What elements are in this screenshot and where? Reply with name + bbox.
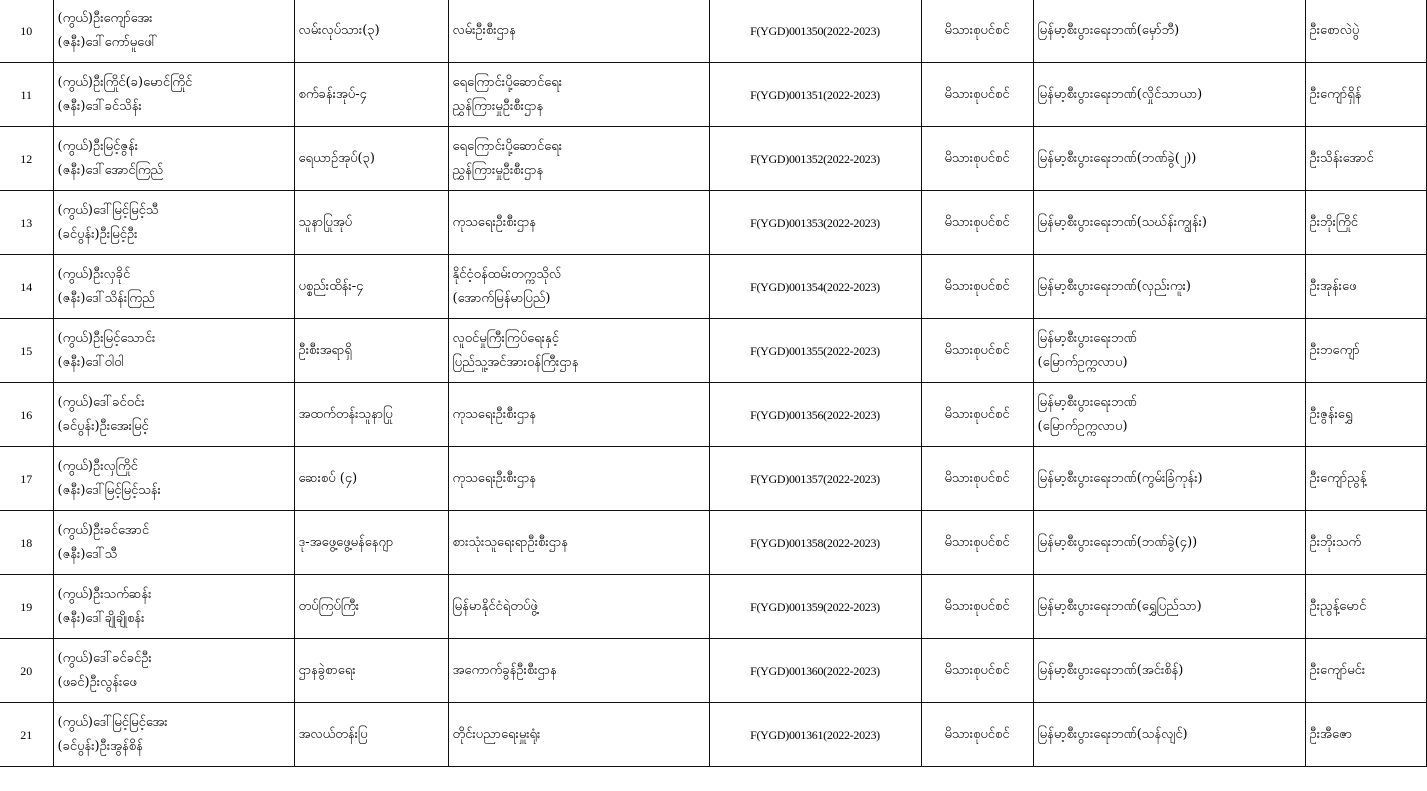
- department-cell: [448, 63, 709, 127]
- bank-branch-cell: [1033, 63, 1305, 127]
- department-line: လူဝင်မှုကြီးကြပ်ရေးနှင့်: [452, 330, 559, 346]
- pensioner-names-cell: [53, 63, 294, 127]
- officer-cell: ဦးညွန့်မောင်: [1305, 575, 1426, 639]
- pension-type-cell: မိသားစုပင်စင်: [921, 639, 1033, 703]
- file-number-cell: F(YGD)001353(2022-2023): [709, 191, 921, 255]
- table-row: [0, 0, 1426, 63]
- rank-cell: [294, 63, 448, 127]
- pension-type-cell: မိသားစုပင်စင်: [921, 63, 1033, 127]
- bank-branch-cell: [1033, 319, 1305, 383]
- rank-line: ဌာနခွဲစာရေး: [298, 662, 356, 678]
- table-row: [0, 127, 1426, 191]
- pensioner-names-line: (ဇနီး)ဒေါ်သိန်းကြည်: [57, 290, 155, 306]
- bank-branch-cell: [1033, 639, 1305, 703]
- bank-branch-cell: [1033, 703, 1305, 767]
- rank-cell: [294, 511, 448, 575]
- table-row: [0, 703, 1426, 767]
- file-number-cell: F(YGD)001358(2022-2023): [709, 511, 921, 575]
- pensioner-names-line: (ကွယ်)ဒေါ်မြင့်မြင့်သီ: [57, 202, 159, 218]
- row-number-cell: 12: [0, 127, 53, 191]
- bank-branch-line: မြန်မာ့စီးပွားရေးဘဏ်(ဘဏ်ခွဲ(၂)): [1037, 150, 1197, 166]
- bank-branch-cell: [1033, 255, 1305, 319]
- rank-line: ရေယာဉ်အုပ်(၃): [298, 150, 376, 166]
- table-row: [0, 639, 1426, 703]
- department-line: ကုသရေးဦးစီးဌာန: [452, 470, 537, 486]
- department-line: နိုင်ငံ့ဝန်ထမ်းတက္ကသိုလ်: [452, 266, 562, 282]
- pension-type-cell: မိသားစုပင်စင်: [921, 703, 1033, 767]
- file-number-cell: F(YGD)001357(2022-2023): [709, 447, 921, 511]
- bank-branch-cell: [1033, 0, 1305, 63]
- bank-branch-line: မြန်မာ့စီးပွားရေးဘဏ်(အင်းစိန်): [1037, 662, 1184, 678]
- pensioner-names-line: (ကွယ်)ဒေါ်မြင့်မြင့်အေး: [57, 714, 168, 730]
- bank-branch-line: မြန်မာ့စီးပွားရေးဘဏ်: [1037, 394, 1137, 410]
- pensioner-names-line: (ကွယ်)ဦးကျော်အေး: [57, 10, 153, 26]
- rank-line: အလယ်တန်းပြ: [298, 726, 368, 742]
- officer-cell: ဦးစောလဲပွဲ: [1305, 0, 1426, 63]
- rank-line: လမ်းလုပ်သား(၃): [298, 22, 380, 38]
- pensioner-names-line: (ကွယ်)ဦးကြိုင်(ခ)မောင်ကြိုင်: [57, 74, 193, 90]
- file-number-cell: F(YGD)001351(2022-2023): [709, 63, 921, 127]
- pensioner-names-cell: [53, 127, 294, 191]
- department-cell: [448, 127, 709, 191]
- table-row: [0, 255, 1426, 319]
- rank-cell: [294, 255, 448, 319]
- file-number-cell: F(YGD)001359(2022-2023): [709, 575, 921, 639]
- department-cell: [448, 703, 709, 767]
- row-number-cell: 14: [0, 255, 53, 319]
- row-number-cell: 21: [0, 703, 53, 767]
- department-cell: [448, 511, 709, 575]
- pensioner-names-line: (ဖခင်)ဦးလွန်းဖေ: [57, 674, 137, 690]
- pensioner-names-line: (ဇနီး)ဒေါ်မြင့်မြင့်သန်း: [57, 482, 161, 498]
- bank-branch-line: မြန်မာ့စီးပွားရေးဘဏ်(ရွှေပြည်သာ): [1037, 598, 1202, 614]
- department-cell: [448, 447, 709, 511]
- bank-branch-line: မြန်မာ့စီးပွားရေးဘဏ်(မှော်ဘီ): [1037, 22, 1180, 38]
- file-number-cell: F(YGD)001360(2022-2023): [709, 639, 921, 703]
- pensioner-names-line: (ခင်ပွန်း)ဦးအေးမြင့်: [57, 418, 149, 434]
- pension-type-cell: မိသားစုပင်စင်: [921, 511, 1033, 575]
- pensioner-names-cell: [53, 447, 294, 511]
- table-row: [0, 319, 1426, 383]
- row-number-cell: 17: [0, 447, 53, 511]
- rank-cell: [294, 0, 448, 63]
- bank-branch-line: မြန်မာ့စီးပွားရေးဘဏ်(သန်လျင်): [1037, 726, 1188, 742]
- department-line: စားသုံးသူရေးရာဦးစီးဌာန: [452, 534, 568, 550]
- department-line: မြန်မာနိုင်ငံရဲတပ်ဖွဲ့: [452, 598, 538, 614]
- row-number-cell: 18: [0, 511, 53, 575]
- pension-type-cell: မိသားစုပင်စင်: [921, 191, 1033, 255]
- pensioner-names-line: (ဇနီး)ဒေါ်သီ: [57, 546, 118, 562]
- bank-branch-line: မြန်မာ့စီးပွားရေးဘဏ်(လှိုင်သာယာ): [1037, 86, 1203, 102]
- table-row: [0, 63, 1426, 127]
- bank-branch-cell: [1033, 511, 1305, 575]
- file-number-cell: F(YGD)001361(2022-2023): [709, 703, 921, 767]
- bank-branch-cell: [1033, 383, 1305, 447]
- file-number-cell: F(YGD)001350(2022-2023): [709, 0, 921, 63]
- pensioner-names-line: (ကွယ်)ဒေါ်ခင်ဝင်း: [57, 394, 145, 410]
- pensioner-names-cell: [53, 575, 294, 639]
- department-cell: [448, 255, 709, 319]
- department-line: ကုသရေးဦးစီးဌာန: [452, 406, 537, 422]
- pensioner-names-line: (ဇနီး)ဒေါ်ခင်သိန်း: [57, 98, 142, 114]
- department-cell: [448, 191, 709, 255]
- row-number-cell: 11: [0, 63, 53, 127]
- file-number-cell: F(YGD)001354(2022-2023): [709, 255, 921, 319]
- rank-cell: [294, 703, 448, 767]
- file-number-cell: F(YGD)001356(2022-2023): [709, 383, 921, 447]
- department-line: ပြည်သူ့အင်အားဝန်ကြီးဌာန: [452, 354, 579, 370]
- pensioner-names-line: (ဇနီး)ဒေါ်ကော်မူဖေါ်: [57, 34, 158, 50]
- department-cell: [448, 575, 709, 639]
- officer-cell: ဦးဘိုးကြိုင်: [1305, 191, 1426, 255]
- department-line: ညွှန်ကြားမှုဦးစီးဌာန: [452, 98, 544, 114]
- rank-cell: [294, 575, 448, 639]
- rank-line: စက်ခန်းအုပ်-၄: [298, 86, 367, 102]
- table-row: [0, 191, 1426, 255]
- rank-cell: [294, 127, 448, 191]
- pensioner-names-cell: [53, 319, 294, 383]
- pensioner-names-line: (ကွယ်)ဒေါ်ခင်ခင်ဦး: [57, 650, 152, 666]
- rank-line: ဦးစီးအရာရှိ: [298, 342, 352, 358]
- rank-cell: [294, 383, 448, 447]
- officer-cell: ဦးဘကျော်: [1305, 319, 1426, 383]
- pensioner-names-line: (ခင်ပွန်း)ဦးမြင့်ဦး: [57, 226, 138, 242]
- bank-branch-line: မြန်မာ့စီးပွားရေးဘဏ်(ကွမ်းခြံကုန်း): [1037, 470, 1203, 486]
- pensioner-names-cell: [53, 255, 294, 319]
- pension-type-cell: မိသားစုပင်စင်: [921, 575, 1033, 639]
- pensioner-names-line: (ဇနီး)ဒေါ်ဝါဝါ: [57, 354, 124, 370]
- pensioner-names-line: (ကွယ်)ဦးလှခိုင်: [57, 266, 131, 282]
- bank-branch-line: မြန်မာ့စီးပွားရေးဘဏ်(ဘဏ်ခွဲ(၄)): [1037, 534, 1198, 550]
- bank-branch-cell: [1033, 127, 1305, 191]
- table-row: [0, 511, 1426, 575]
- table-row: [0, 447, 1426, 511]
- officer-cell: ဦးကျော်ရှိန်: [1305, 63, 1426, 127]
- table-row: [0, 383, 1426, 447]
- row-number-cell: 13: [0, 191, 53, 255]
- pensioner-names-line: (ဇနီး)ဒေါ်ချိုချိုစန်း: [57, 610, 145, 626]
- pension-type-cell: မိသားစုပင်စင်: [921, 255, 1033, 319]
- bank-branch-cell: [1033, 447, 1305, 511]
- officer-cell: ဦးကျော်ညွန့်: [1305, 447, 1426, 511]
- officer-cell: ဦးအီဇော: [1305, 703, 1426, 767]
- bank-branch-cell: [1033, 191, 1305, 255]
- officer-cell: ဦးဇွန်းရွှေ: [1305, 383, 1426, 447]
- pension-type-cell: မိသားစုပင်စင်: [921, 383, 1033, 447]
- pensioner-names-line: (ကွယ်)ဦးမြင့်ဇွန်း: [57, 138, 139, 154]
- rank-line: အထက်တန်းသူနာပြု: [298, 406, 393, 422]
- rank-line: ဆေးစပ် (၄): [298, 470, 358, 486]
- bank-branch-line: မြန်မာ့စီးပွားရေးဘဏ်: [1037, 330, 1137, 346]
- bank-branch-line: မြန်မာ့စီးပွားရေးဘဏ်(သဃ်န်းကျွန်း): [1037, 214, 1207, 230]
- rank-line: ဒု-အဖွေ့ဖွေ့မန်နေဂျာ: [298, 534, 394, 550]
- rank-line: တပ်ကြပ်ကြီး: [298, 598, 360, 614]
- rank-cell: [294, 191, 448, 255]
- pension-type-cell: မိသားစုပင်စင်: [921, 447, 1033, 511]
- department-line: အကောက်ခွန်ဦးစီးဌာန: [452, 662, 557, 678]
- row-number-cell: 16: [0, 383, 53, 447]
- rank-cell: [294, 447, 448, 511]
- rank-cell: [294, 319, 448, 383]
- pensioner-names-cell: [53, 639, 294, 703]
- pensioner-names-cell: [53, 0, 294, 63]
- pensioner-names-line: (ကွယ်)ဦးသက်ဆန်း: [57, 586, 152, 602]
- pensioner-names-line: (ကွယ်)ဦးလှကြိုင်: [57, 458, 138, 474]
- department-cell: [448, 383, 709, 447]
- officer-cell: ဦးကျော်မင်း: [1305, 639, 1426, 703]
- file-number-cell: F(YGD)001355(2022-2023): [709, 319, 921, 383]
- department-cell: [448, 639, 709, 703]
- row-number-cell: 19: [0, 575, 53, 639]
- department-cell: [448, 0, 709, 63]
- rank-line: သူနာပြုအုပ်: [298, 214, 353, 230]
- department-line: ရေကြောင်းပို့ဆောင်ရေး: [452, 138, 563, 154]
- bank-branch-cell: [1033, 575, 1305, 639]
- pension-type-cell: မိသားစုပင်စင်: [921, 0, 1033, 63]
- pensioner-names-cell: [53, 383, 294, 447]
- row-number-cell: 15: [0, 319, 53, 383]
- pensioner-names-line: (ကွယ်)ဦးမြင့်သောင်း: [57, 330, 156, 346]
- pensioner-names-cell: [53, 703, 294, 767]
- department-line: ကုသရေးဦးစီးဌာန: [452, 214, 537, 230]
- officer-cell: ဦးသိန်းအောင်: [1305, 127, 1426, 191]
- table-row: [0, 575, 1426, 639]
- file-number-cell: F(YGD)001352(2022-2023): [709, 127, 921, 191]
- department-cell: [448, 319, 709, 383]
- bank-branch-line: (မြောက်ဥက္ကလာပ): [1037, 418, 1128, 434]
- pensioner-names-line: (ခင်ပွန်း)ဦးအွန်စိန်: [57, 738, 143, 754]
- department-line: တိုင်းပညာရေးမှူးရုံး: [452, 726, 541, 742]
- pensioner-names-cell: [53, 511, 294, 575]
- bank-branch-line: (မြောက်ဥက္ကလာပ): [1037, 354, 1128, 370]
- rank-line: ပစ္စည်းထိန်း-၄: [298, 278, 364, 294]
- department-line: လမ်းဦးစီးဌာန: [452, 22, 516, 38]
- officer-cell: ဦးဘိုးသက်: [1305, 511, 1426, 575]
- row-number-cell: 10: [0, 0, 53, 63]
- pensioner-names-cell: [53, 191, 294, 255]
- officer-cell: ဦးအုန်းဖေ: [1305, 255, 1426, 319]
- pensioner-names-line: (ကွယ်)ဦးခင်အောင်: [57, 522, 150, 538]
- department-line: (အောက်မြန်မာပြည်): [452, 290, 551, 306]
- pension-type-cell: မိသားစုပင်စင်: [921, 127, 1033, 191]
- department-line: ရေကြောင်းပို့ဆောင်ရေး: [452, 74, 563, 90]
- bank-branch-line: မြန်မာ့စီးပွားရေးဘဏ်(လှည်းကူး): [1037, 278, 1191, 294]
- department-line: ညွှန်ကြားမှုဦးစီးဌာန: [452, 162, 544, 178]
- rank-cell: [294, 639, 448, 703]
- row-number-cell: 20: [0, 639, 53, 703]
- pension-type-cell: မိသားစုပင်စင်: [921, 319, 1033, 383]
- pensioner-names-line: (ဇနီး)ဒေါ်အောင်ကြည်: [57, 162, 164, 178]
